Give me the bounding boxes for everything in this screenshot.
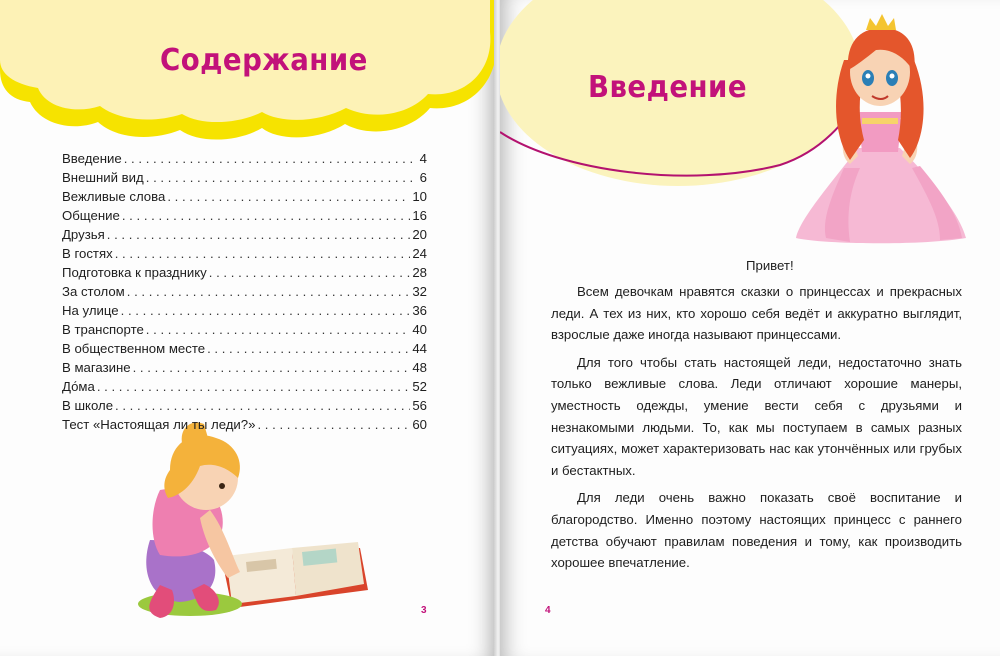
toc-entry [62, 377, 427, 396]
toc-entry-page: 36 [412, 303, 427, 318]
toc-entry-page: 28 [412, 265, 427, 280]
toc-entry-title: В школе [62, 398, 114, 413]
toc-dot-leader [97, 377, 411, 396]
toc-dot-leader [146, 320, 411, 339]
toc-dot-leader [167, 187, 410, 206]
toc-entry-page: 40 [412, 322, 427, 337]
toc-entry-page: 32 [412, 284, 427, 299]
page-number-left: 3 [421, 605, 427, 616]
toc-entry-title: Введение [62, 151, 122, 166]
toc-entry [62, 206, 427, 225]
toc-dot-leader [121, 301, 411, 320]
toc-heading: Содержание [160, 43, 368, 78]
toc-entry [62, 263, 427, 282]
toc-dot-leader [209, 263, 411, 282]
toc-entry [62, 282, 427, 301]
table-of-contents [62, 149, 427, 434]
toc-entry [62, 320, 427, 339]
toc-entry [62, 225, 427, 244]
toc-entry-title: Вежливые слова [62, 189, 166, 204]
toc-entry-title: На улице [62, 303, 119, 318]
toc-entry [62, 168, 427, 187]
intro-body-text [551, 281, 962, 580]
toc-entry-page: 44 [412, 341, 427, 356]
toc-entry-title: В транспорте [62, 322, 144, 337]
intro-paragraph-3: Для леди очень важно показать своё воспитание и благородство. Именно поэтому настоящих принцесс с раннего детства обучают правилам поведения и тому, как производить хорошее впечатление. [551, 490, 962, 571]
intro-paragraph-2: Для того чтобы стать настоящей леди, недостаточно знать только вежливые слова. Леди отличают хорошие манеры, уместность одежды, умение вести себя с друзьями и незнакомыми людьми. То, как мы поступаем в самых разных ситуациях, может характеризовать нас как утончённых или грубых и бестактных. [551, 354, 962, 478]
toc-dot-leader [115, 396, 410, 415]
toc-entry-title: В гостях [62, 246, 113, 261]
toc-entry [62, 187, 427, 206]
toc-dot-leader [257, 415, 410, 434]
toc-entry [62, 244, 427, 263]
toc-entry-title: В магазине [62, 360, 131, 375]
toc-dot-leader [127, 282, 411, 301]
toc-entry-page: 6 [419, 170, 427, 185]
toc-dot-leader [107, 225, 411, 244]
toc-entry-title: Общение [62, 208, 120, 223]
toc-entry-title: Подготовка к празднику [62, 265, 207, 280]
toc-entry [62, 339, 427, 358]
toc-entry [62, 358, 427, 377]
toc-entry [62, 149, 427, 168]
toc-entry-title: Тест «Настоящая ли ты леди?» [62, 417, 256, 432]
toc-entry-page: 56 [412, 398, 427, 413]
intro-heading: Введение [588, 70, 748, 105]
toc-entry-page: 60 [412, 417, 427, 432]
toc-dot-leader [146, 168, 418, 187]
toc-dot-leader [207, 339, 410, 358]
toc-dot-leader [122, 206, 410, 225]
toc-entry-page: 4 [419, 151, 427, 166]
toc-dot-leader [133, 358, 411, 377]
toc-entry-page: 20 [412, 227, 427, 242]
toc-entry [62, 415, 427, 434]
toc-entry-title: Друзья [62, 227, 105, 242]
toc-entry-title: До́ма [62, 379, 95, 394]
toc-entry-title: Внешний вид [62, 170, 144, 185]
toc-entry [62, 396, 427, 415]
toc-dot-leader [124, 149, 418, 168]
page-number-right: 4 [545, 605, 551, 616]
toc-entry-title: В общественном месте [62, 341, 206, 356]
left-page [0, 0, 496, 656]
toc-entry-title: За столом [62, 284, 125, 299]
toc-dot-leader [115, 244, 411, 263]
girl-reading-book-illustration [138, 422, 368, 618]
toc-entry [62, 301, 427, 320]
intro-paragraph-1: Всем девочкам нравятся сказки о принцессах и прекрасных леди. А тех из них, кто хорошо себя ведёт и аккуратно выглядит, взрослые даже иногда называют принцессами. [551, 284, 962, 343]
toc-entry-page: 10 [412, 189, 427, 204]
toc-entry-page: 16 [412, 208, 427, 223]
toc-entry-page: 48 [412, 360, 427, 375]
toc-entry-page: 52 [412, 379, 427, 394]
toc-entry-page: 24 [412, 246, 427, 261]
greeting-text: Привет! [746, 258, 794, 273]
